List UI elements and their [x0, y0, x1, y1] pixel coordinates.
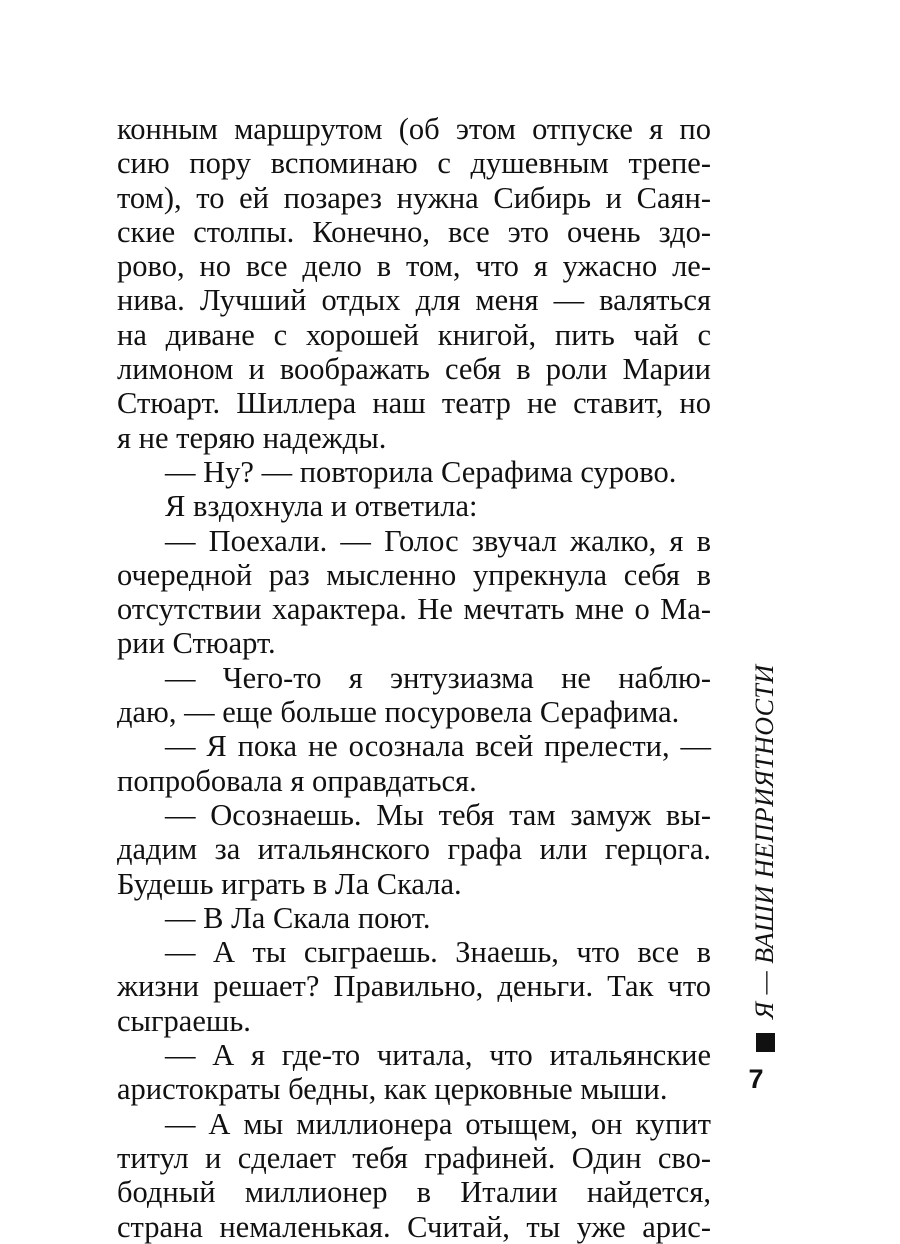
text-line: сыграешь. — [117, 1003, 251, 1038]
text-line: бодный миллионер в Италии найдется, — [117, 1175, 711, 1210]
text-line: Будешь играть в Ла Скала. — [117, 866, 462, 901]
text-line: дадим за итальянского графа или герцога. — [117, 832, 711, 867]
text-line: даю, — еще больше посуровела Серафима. — [117, 695, 680, 730]
text-line: — В Ла Скала поют. — [165, 900, 431, 935]
text-line: попробовала я оправдаться. — [117, 763, 477, 798]
text-line: очередной раз мысленно упрекнула себя в — [117, 557, 711, 592]
text-line: Стюарт. Шиллера наш театр не ставит, но — [117, 386, 711, 421]
text-line: — Я пока не осознала всей прелести, — — [165, 729, 711, 764]
body-text — [117, 112, 711, 1244]
text-line: — А мы миллионера отыщем, он купит — [165, 1106, 711, 1141]
text-line: рии Стюарт. — [117, 626, 276, 661]
text-line: — Ну? — повторила Серафима сурово. — [165, 454, 677, 489]
text-line: — Чего-то я энтузиазма не наблю- — [165, 660, 711, 695]
running-head-title: Я — ВАШИ НЕПРИЯТНОСТИ — [750, 664, 779, 1019]
running-head — [750, 664, 780, 1052]
text-line: — А ты сыграешь. Знаешь, что все в — [165, 935, 711, 970]
text-line: Я вздохнула и ответила: — [165, 489, 478, 524]
page-number: 7 — [748, 1064, 764, 1094]
text-line: я не теряю надежды. — [117, 420, 387, 455]
text-line: сию пору вспоминаю с душевным трепе- — [117, 146, 711, 181]
text-line: жизни решает? Правильно, деньги. Так что — [117, 969, 711, 1004]
text-line: титул и сделает тебя графиней. Один сво- — [117, 1140, 711, 1175]
text-line: лимоном и воображать себя в роли Марии — [117, 352, 711, 387]
text-line: ские столпы. Конечно, все это очень здо- — [117, 214, 711, 249]
text-line: страна немаленькая. Считай, ты уже арис- — [117, 1209, 711, 1244]
text-line: отсутствии характера. Не мечтать мне о Ма- — [117, 592, 711, 627]
text-line: конным маршрутом (об этом отпуске я по — [117, 112, 711, 146]
text-line: — Поехали. — Голос звучал жалко, я в — [165, 523, 711, 558]
black-square-icon — [756, 1033, 775, 1052]
text-line: нива. Лучший отдых для меня — валяться — [117, 283, 711, 318]
text-line: — Осознаешь. Мы тебя там замуж вы- — [165, 797, 711, 832]
text-line: том), то ей позарез нужна Сибирь и Саян- — [117, 180, 711, 215]
text-line: на диване с хорошей книгой, пить чай с — [117, 317, 711, 352]
text-line: рово, но все дело в том, что я ужасно ле- — [117, 249, 711, 284]
text-line: аристократы бедны, как церковные мыши. — [117, 1072, 668, 1107]
text-line: — А я где-то читала, что итальянские — [165, 1038, 711, 1073]
